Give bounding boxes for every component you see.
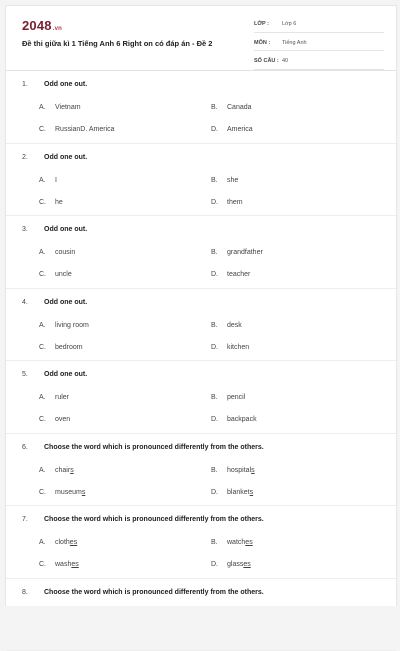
question-number: 4. <box>22 299 44 306</box>
option-letter: A. <box>39 467 55 474</box>
question-number: 5. <box>22 371 44 378</box>
option-text: living room <box>55 322 89 329</box>
answer-option[interactable] <box>39 539 77 546</box>
question-text: Odd one out. <box>44 371 87 378</box>
meta-row-class <box>254 17 384 33</box>
answer-option[interactable] <box>39 467 74 474</box>
option-text: museum <box>55 489 82 496</box>
question-number: 7. <box>22 516 44 523</box>
answer-option[interactable] <box>39 126 115 133</box>
option-underlined-suffix: s <box>82 489 86 496</box>
answer-option[interactable] <box>39 177 57 184</box>
exam-page <box>5 5 397 606</box>
question-text: Choose the word which is pronounced differently from the others. <box>44 516 264 523</box>
option-text: America <box>227 126 253 133</box>
option-underlined-suffix: es <box>70 539 77 546</box>
answer-option[interactable] <box>211 394 245 401</box>
option-text: he <box>55 199 63 206</box>
answer-option[interactable] <box>211 539 253 546</box>
question-line <box>22 154 87 161</box>
option-letter: D. <box>211 344 227 351</box>
meta-row-count <box>254 54 384 70</box>
site-logo[interactable]: 2048.vn <box>22 18 62 33</box>
option-text: cloth <box>55 539 70 546</box>
answer-option[interactable] <box>211 104 252 111</box>
question-number: 2. <box>22 154 44 161</box>
option-letter: A. <box>39 322 55 329</box>
question-text: Odd one out. <box>44 226 87 233</box>
question-line <box>22 371 87 378</box>
question-text: Choose the word which is pronounced differently from the others. <box>44 589 264 596</box>
option-text: backpack <box>227 416 257 423</box>
exam-meta <box>254 17 384 73</box>
option-letter: B. <box>211 177 227 184</box>
answer-option[interactable] <box>39 394 69 401</box>
option-letter: C. <box>39 271 55 278</box>
answer-option[interactable] <box>39 271 72 278</box>
option-underlined-suffix: es <box>71 561 78 568</box>
option-letter: C. <box>39 416 55 423</box>
meta-label: MÔN : <box>254 40 282 46</box>
option-letter: C. <box>39 344 55 351</box>
option-letter: B. <box>211 104 227 111</box>
answer-option[interactable] <box>39 344 83 351</box>
meta-row-subject <box>254 36 384 52</box>
answer-option[interactable] <box>211 467 255 474</box>
option-text: pencil <box>227 394 245 401</box>
question-item <box>6 71 396 144</box>
option-underlined-suffix: s <box>251 467 255 474</box>
option-letter: D. <box>211 126 227 133</box>
answer-option[interactable] <box>39 416 70 423</box>
question-number: 3. <box>22 226 44 233</box>
option-text: kitchen <box>227 344 249 351</box>
meta-value: Lớp 6 <box>282 21 296 27</box>
answer-option[interactable] <box>39 489 85 496</box>
answer-option[interactable] <box>211 177 238 184</box>
option-letter: B. <box>211 539 227 546</box>
question-line <box>22 589 264 596</box>
option-text: glass <box>227 561 243 568</box>
option-text: RussianD. America <box>55 126 115 133</box>
question-number: 8. <box>22 589 44 596</box>
answer-option[interactable] <box>211 322 242 329</box>
option-text: them <box>227 199 243 206</box>
answer-option[interactable] <box>211 344 249 351</box>
option-text: Vietnam <box>55 104 81 111</box>
option-text: grandfather <box>227 249 263 256</box>
option-underlined-suffix: s <box>250 489 254 496</box>
question-item <box>6 216 396 289</box>
option-text: hospital <box>227 467 251 474</box>
question-number: 1. <box>22 81 44 88</box>
option-text: teacher <box>227 271 250 278</box>
option-letter: A. <box>39 249 55 256</box>
question-line <box>22 299 87 306</box>
option-letter: B. <box>211 467 227 474</box>
option-letter: B. <box>211 394 227 401</box>
meta-label: LỚP : <box>254 21 282 27</box>
option-underlined-suffix: s <box>70 467 74 474</box>
option-letter: A. <box>39 177 55 184</box>
answer-option[interactable] <box>211 199 243 206</box>
question-item <box>6 144 396 217</box>
answer-option[interactable] <box>211 271 250 278</box>
question-text: Odd one out. <box>44 81 87 88</box>
question-number: 6. <box>22 444 44 451</box>
option-text: desk <box>227 322 242 329</box>
answer-option[interactable] <box>211 416 257 423</box>
option-letter: C. <box>39 561 55 568</box>
option-letter: C. <box>39 126 55 133</box>
question-text: Choose the word which is pronounced differently from the others. <box>44 444 264 451</box>
answer-option[interactable] <box>211 249 263 256</box>
option-letter: D. <box>211 271 227 278</box>
question-item <box>6 434 396 507</box>
answer-option[interactable] <box>211 489 253 496</box>
option-letter: D. <box>211 561 227 568</box>
option-letter: A. <box>39 394 55 401</box>
option-text: watch <box>227 539 245 546</box>
question-line <box>22 516 264 523</box>
question-line <box>22 444 264 451</box>
option-letter: A. <box>39 104 55 111</box>
meta-value: 40 <box>282 58 288 64</box>
option-text: wash <box>55 561 71 568</box>
option-letter: B. <box>211 322 227 329</box>
option-letter: D. <box>211 489 227 496</box>
option-underlined-suffix: es <box>243 561 250 568</box>
option-underlined-suffix: es <box>245 539 252 546</box>
option-letter: C. <box>39 199 55 206</box>
option-letter: C. <box>39 489 55 496</box>
answer-option[interactable] <box>211 561 251 568</box>
option-text: uncle <box>55 271 72 278</box>
exam-header <box>6 6 396 71</box>
question-item <box>6 506 396 579</box>
option-text: she <box>227 177 238 184</box>
question-line <box>22 81 87 88</box>
question-item <box>6 579 396 651</box>
answer-option[interactable] <box>211 126 253 133</box>
option-text: oven <box>55 416 70 423</box>
question-text: Odd one out. <box>44 154 87 161</box>
option-text: I <box>55 177 57 184</box>
option-letter: A. <box>39 539 55 546</box>
answer-option[interactable] <box>39 322 89 329</box>
question-list <box>6 71 396 651</box>
option-letter: D. <box>211 199 227 206</box>
question-line <box>22 226 87 233</box>
meta-label: SỐ CÂU : <box>254 58 282 64</box>
question-text: Odd one out. <box>44 299 87 306</box>
option-text: Canada <box>227 104 252 111</box>
option-letter: D. <box>211 416 227 423</box>
answer-option[interactable] <box>39 104 81 111</box>
exam-title: Đề thi giữa kì 1 Tiếng Anh 6 Right on có đáp án - Đề 2 <box>22 39 212 48</box>
option-letter: B. <box>211 249 227 256</box>
option-text: chair <box>55 467 70 474</box>
answer-option[interactable] <box>39 249 75 256</box>
option-text: bedroom <box>55 344 83 351</box>
option-text: ruler <box>55 394 69 401</box>
option-text: cousin <box>55 249 75 256</box>
question-item <box>6 361 396 434</box>
question-item <box>6 289 396 362</box>
answer-option[interactable] <box>39 199 63 206</box>
meta-value: Tiếng Anh <box>282 40 307 46</box>
answer-option[interactable] <box>39 561 79 568</box>
option-text: blanket <box>227 489 250 496</box>
